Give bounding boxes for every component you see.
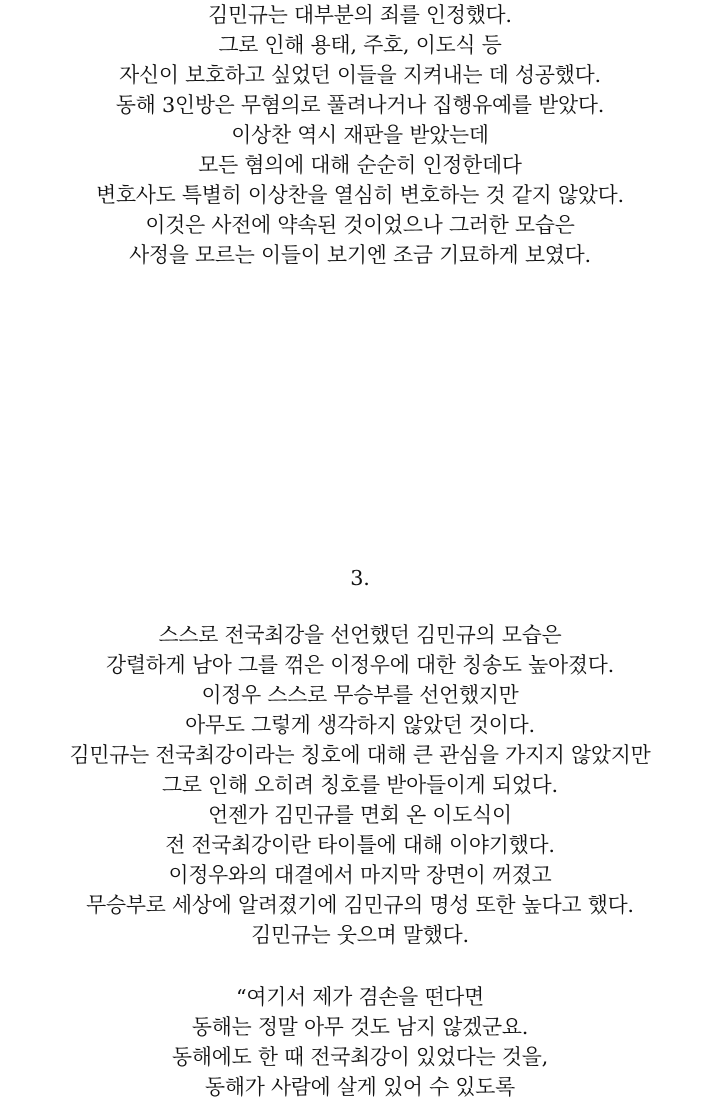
text-line: 동해에도 한 때 전국최강이 있었다는 것을,: [171, 1045, 549, 1069]
text-line: 강렬하게 남아 그를 꺾은 이정우에 대한 칭송도 높아졌다.: [106, 653, 614, 677]
text-line: 무승부로 세상에 알려졌기에 김민규의 명성 또한 높다고 했다.: [86, 893, 634, 917]
text-line: 전 전국최강이란 타이틀에 대해 이야기했다.: [165, 833, 555, 857]
text-line: 이것은 사전에 약속된 것이었으나 그러한 모습은: [145, 213, 575, 237]
paragraph-quote: [0, 982, 720, 1102]
text-line: 김민규는 웃으며 말했다.: [251, 923, 469, 947]
text-line: 동해 3인방은 무혐의로 풀려나거나 집행유예를 받았다.: [115, 93, 605, 117]
text-line: 이정우와의 대결에서 마지막 장면이 꺼졌고: [168, 863, 552, 887]
text-line: 사정을 모르는 이들이 보기엔 조금 기묘하게 보였다.: [129, 243, 591, 267]
text-line: 변호사도 특별히 이상찬을 열심히 변호하는 것 같지 않았다.: [96, 183, 624, 207]
text-line: 언젠가 김민규를 면회 온 이도식이: [208, 803, 512, 827]
paragraph-mid: [0, 620, 720, 950]
text-line: 아무도 그렇게 생각하지 않았던 것이다.: [185, 713, 535, 737]
text-line: 김민규는 대부분의 죄를 인정했다.: [208, 3, 512, 27]
text-line: 스스로 전국최강을 선언했던 김민규의 모습은: [158, 623, 562, 647]
text-line: 모든 혐의에 대해 순순히 인정한데다: [198, 153, 522, 177]
text-line: 그로 인해 용태, 주호, 이도식 등: [218, 33, 502, 57]
section-heading: [0, 563, 720, 593]
text-line: 이상찬 역시 재판을 받았는데: [231, 123, 489, 147]
text-line: 그로 인해 오히려 칭호를 받아들이게 되었다.: [162, 773, 558, 797]
section-number: 3.: [350, 566, 370, 590]
text-line: 동해는 정말 아무 것도 남지 않겠군요.: [191, 1015, 529, 1039]
text-line: 이정우 스스로 무승부를 선언했지만: [201, 683, 519, 707]
text-line: 동해가 사람에 살게 있어 수 있도록: [204, 1075, 516, 1099]
paragraph-top: [0, 0, 720, 270]
text-line: 김민규는 전국최강이라는 칭호에 대해 큰 관심을 가지지 않았지만: [69, 743, 651, 767]
text-line: “여기서 제가 겸손을 떤다면: [235, 985, 485, 1009]
text-line: 자신이 보호하고 싶었던 이들을 지켜내는 데 성공했다.: [119, 63, 601, 87]
